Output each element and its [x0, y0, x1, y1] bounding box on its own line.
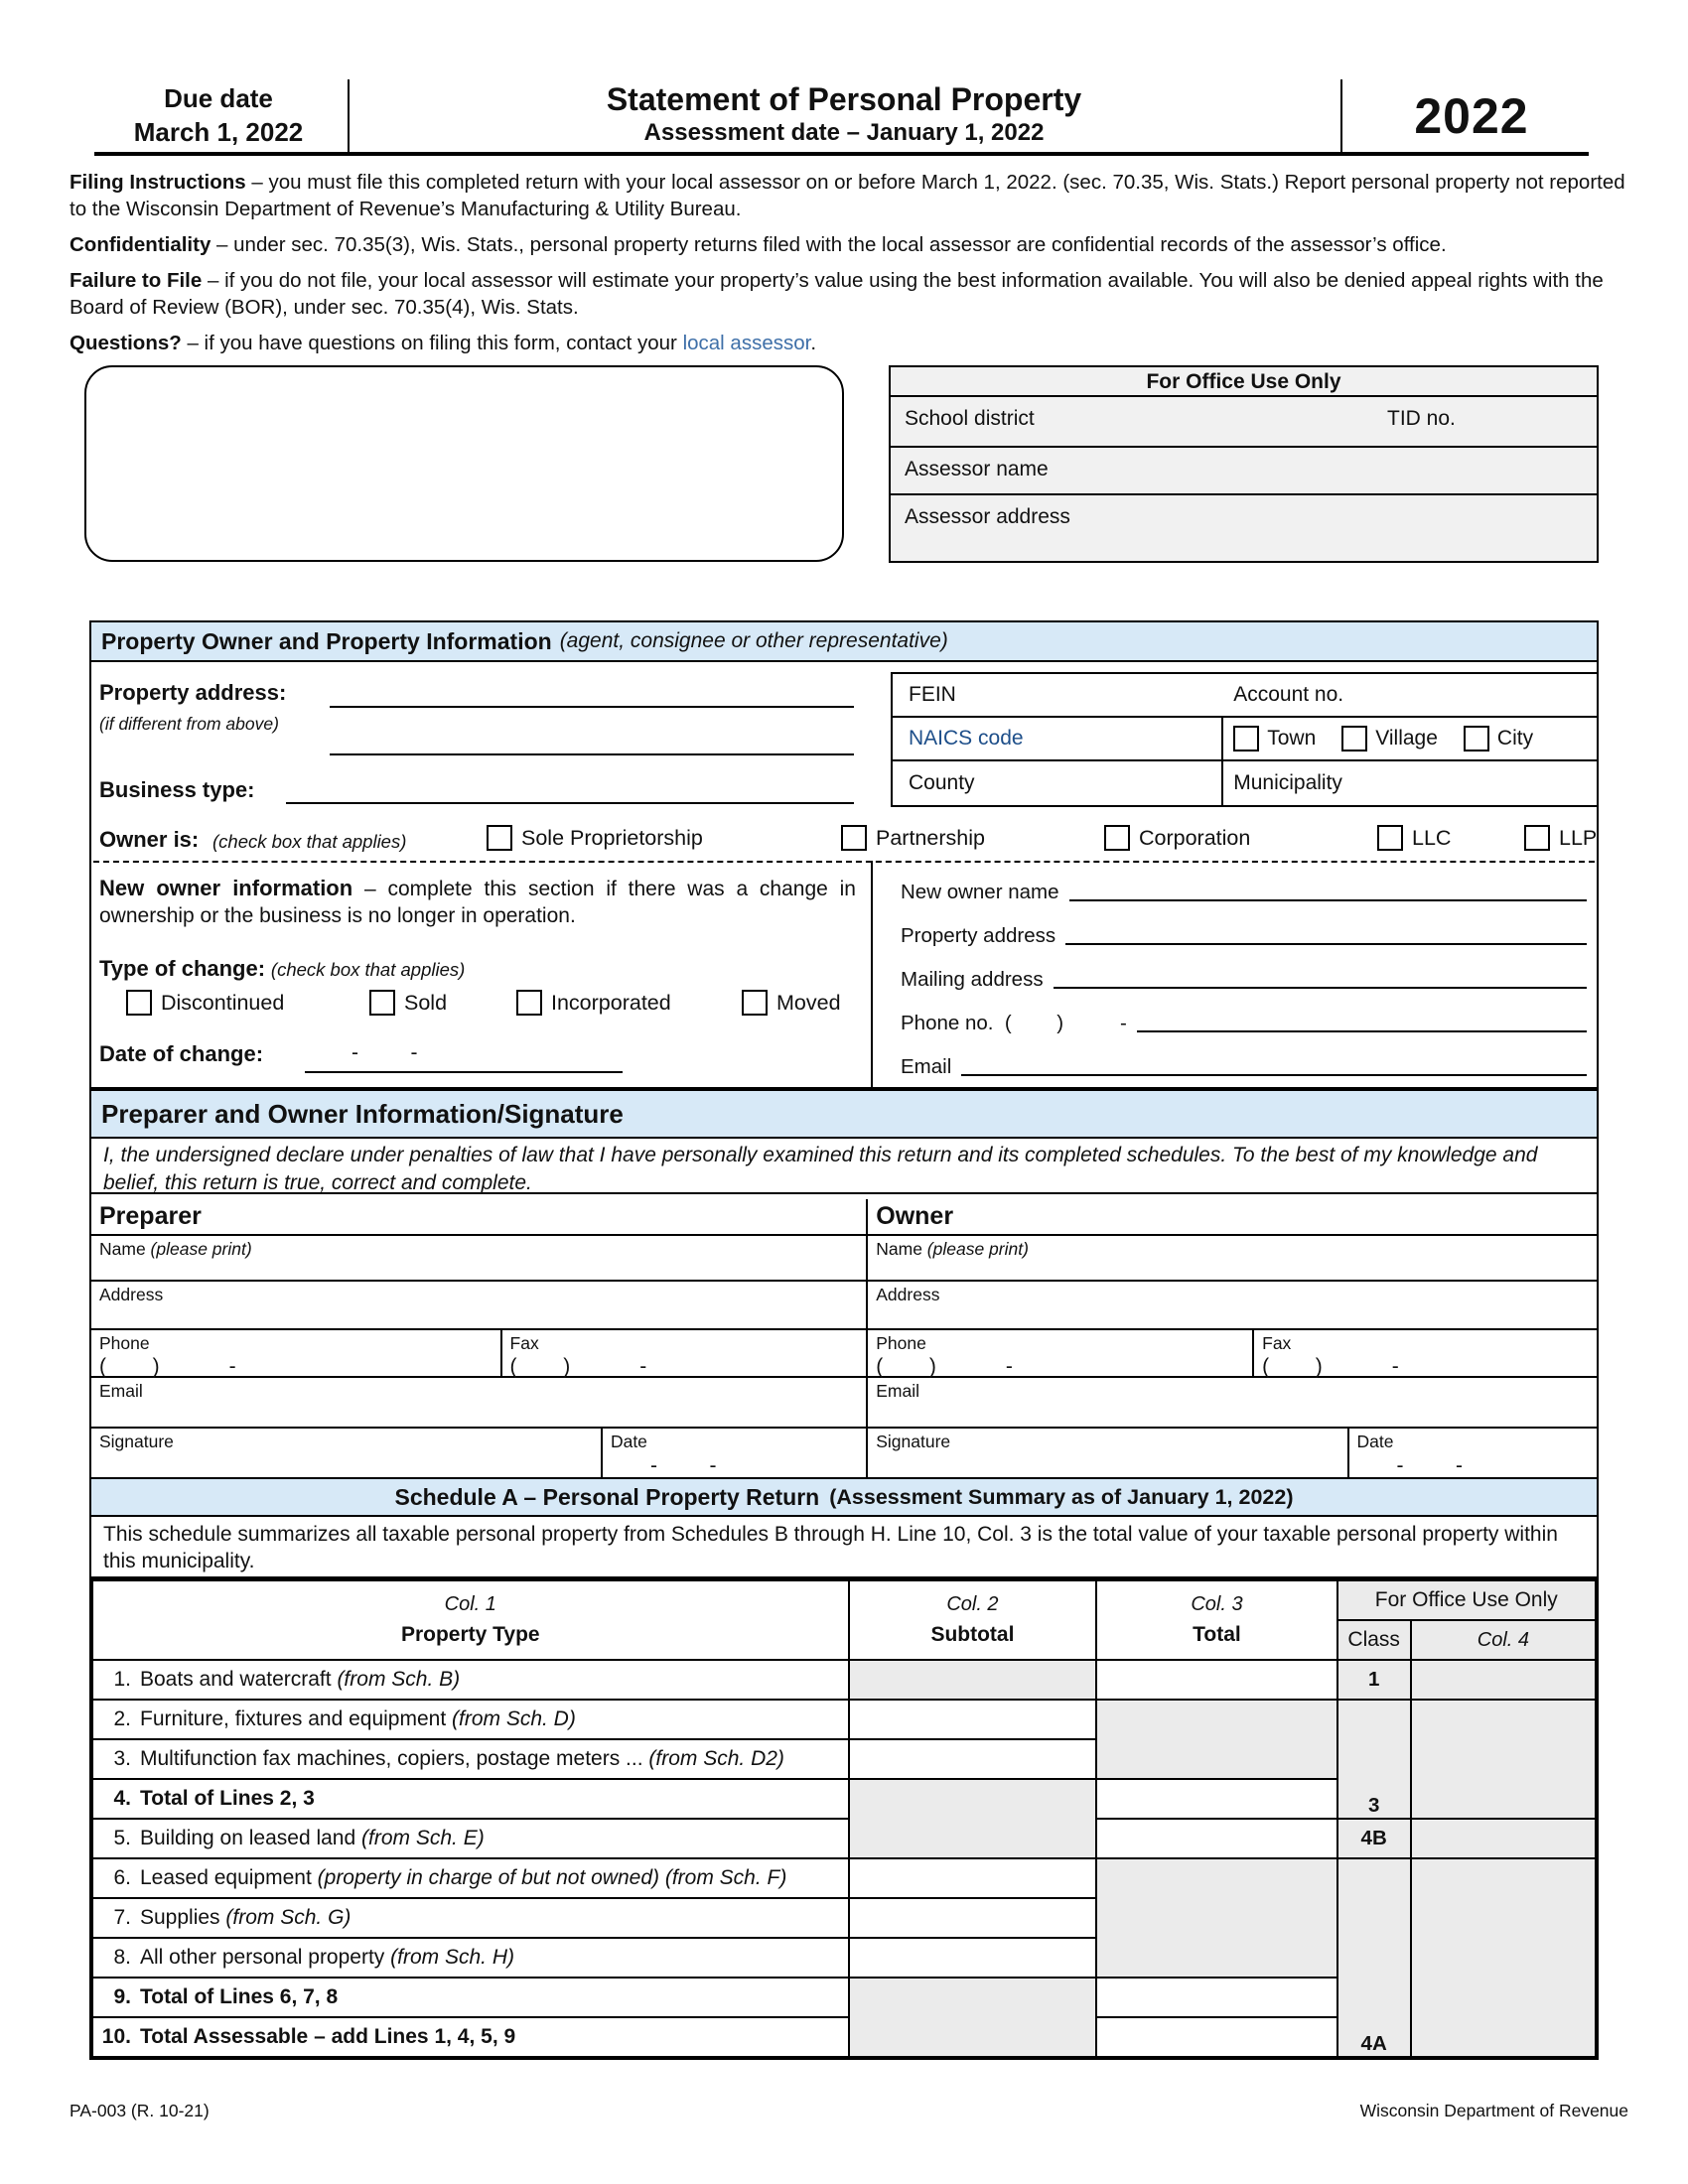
schedule-a-section	[89, 1479, 1599, 2060]
school-district-label: School district	[905, 407, 1035, 430]
date-of-change-line[interactable]	[305, 1071, 623, 1073]
property-address-label: Property address:	[99, 680, 287, 705]
row3-subtotal-input[interactable]	[849, 1739, 1097, 1779]
county-row	[893, 761, 1597, 805]
city-checkbox[interactable]	[1464, 726, 1489, 751]
form-number: PA-003 (R. 10-21)	[70, 2101, 210, 2120]
assessor-name-row[interactable]	[891, 448, 1597, 495]
row5-col4[interactable]	[1411, 1819, 1596, 1858]
row10-label: 10. Total Assessable – add Lines 1, 4, 5, 9	[92, 2017, 849, 2057]
owner-is-note: (check box that applies)	[212, 831, 407, 852]
owner-address-field[interactable]: Address	[876, 1285, 940, 1304]
discontinued-checkbox[interactable]	[126, 990, 152, 1016]
property-owner-section-note: (agent, consignee or other representative)	[559, 629, 948, 652]
school-district-row[interactable]	[891, 397, 1597, 448]
new-owner-mailing-address-field	[901, 960, 1591, 992]
rows6-8-total-blocked	[1096, 1858, 1336, 1978]
filing-instructions: Filing Instructions – you must file this completed return with your local assessor on or before March 1, 2022. (sec. 70.35, Wis. Stats.) Report personal property not reported to the Wisconsin Department of Revenue’s Manufacturing & Utility Bureau.	[70, 171, 1625, 220]
new-owner-name-label: New owner name	[901, 881, 1059, 903]
owner-phone-field[interactable]: Phone ( ) -	[868, 1330, 1254, 1376]
row2-subtotal-input[interactable]	[849, 1700, 1097, 1739]
partnership-checkbox[interactable]	[841, 825, 867, 851]
new-owner-divider	[871, 861, 873, 1087]
incorporated-checkbox[interactable]	[516, 990, 542, 1016]
preparer-section-title: Preparer and Owner Information/Signature	[101, 1098, 624, 1129]
schedule-row-2	[92, 1700, 1596, 1739]
fein-box	[891, 672, 1599, 807]
office-use-title: For Office Use Only	[891, 367, 1597, 397]
row1-label: 1. Boats and watercraft (from Sch. B)	[92, 1660, 849, 1700]
llp-checkbox[interactable]	[1524, 825, 1550, 851]
preparer-owner-section	[89, 1091, 1599, 1479]
filing-instructions-block	[70, 169, 1633, 365]
discontinued-option: Discontinued	[126, 990, 284, 1016]
due-date-block	[79, 81, 357, 149]
schedule-row-1	[92, 1660, 1596, 1700]
property-address-line-2[interactable]	[330, 753, 854, 755]
llc-checkbox[interactable]	[1377, 825, 1403, 851]
corporation-option: Corporation	[1104, 825, 1250, 851]
date-of-change-label: Date of change:	[99, 1041, 264, 1066]
row9-total-input[interactable]	[1096, 1978, 1336, 2017]
schedule-row-6	[92, 1858, 1596, 1898]
preparer-section-header	[91, 1091, 1597, 1139]
village-checkbox[interactable]	[1341, 726, 1367, 751]
col2-header: Col. 2 Subtotal	[849, 1580, 1097, 1660]
new-owner-phone-field	[901, 1004, 1591, 1035]
owner-email-field[interactable]: Email	[876, 1381, 920, 1401]
city-option	[1464, 726, 1533, 751]
row4-total-input[interactable]	[1096, 1779, 1336, 1819]
row1-total-input[interactable]	[1096, 1660, 1336, 1700]
incorporated-option: Incorporated	[516, 990, 671, 1016]
property-owner-section	[89, 620, 1599, 1091]
preparer-address-field[interactable]: Address	[91, 1282, 868, 1328]
preparer-name-field[interactable]: Name (please print)	[91, 1236, 868, 1280]
assessor-name-label: Assessor name	[905, 458, 1049, 480]
property-address-note: (if different from above)	[99, 714, 279, 734]
row6-label: 6. Leased equipment (property in charge of but not owned) (from Sch. F)	[92, 1858, 849, 1898]
owner-signature-field[interactable]: Signature	[868, 1429, 1348, 1477]
form-title: Statement of Personal Property	[606, 81, 1082, 117]
row9-label: 9. Total of Lines 6, 7, 8	[92, 1978, 849, 2017]
col4-header: Col. 4	[1411, 1620, 1596, 1660]
sold-option: Sold	[369, 990, 447, 1016]
town-checkbox[interactable]	[1233, 726, 1259, 751]
new-owner-mailing-address-label: Mailing address	[901, 968, 1044, 991]
rows2-3-total-blocked	[1096, 1700, 1336, 1779]
row8-label: 8. All other personal property (from Sch. H)	[92, 1938, 849, 1978]
row6-subtotal-input[interactable]	[849, 1858, 1097, 1898]
row1-subtotal-blocked	[849, 1660, 1097, 1700]
new-owner-phone-label: Phone no. ( ) -	[901, 1012, 1127, 1034]
naics-code-link[interactable]: NAICS code	[909, 727, 1024, 750]
declaration-text: I, the undersigned declare under penalties of law that I have personally examined this return and its completed schedules. To the best of my knowledge and belief, this return is true, correct and complete.	[91, 1139, 1597, 1194]
rows6-10-col4[interactable]	[1411, 1858, 1596, 2057]
row8-subtotal-input[interactable]	[849, 1938, 1097, 1978]
owner-mailing-address-box[interactable]	[84, 365, 844, 562]
row7-subtotal-input[interactable]	[849, 1898, 1097, 1938]
corporation-checkbox[interactable]	[1104, 825, 1130, 851]
preparer-date-field[interactable]: Date - -	[610, 1432, 717, 1477]
row5-class: 4B	[1337, 1819, 1411, 1858]
schedule-a-description: This schedule summarizes all taxable personal property from Schedules B through H. Line 10, Col. 3 is the total value of your taxable personal property within this municipality.	[91, 1517, 1597, 1579]
row5-label: 5. Building on leased land (from Sch. E)	[92, 1819, 849, 1858]
new-owner-name-line[interactable]	[1069, 899, 1587, 901]
owner-name-field[interactable]: Name (please print)	[876, 1239, 1029, 1259]
new-owner-property-address-label: Property address	[901, 924, 1056, 947]
municipality-label[interactable]: Municipality	[1233, 771, 1342, 794]
agency-name: Wisconsin Department of Revenue	[1359, 2101, 1628, 2120]
owner-is-label: Owner is:	[99, 827, 200, 852]
sold-checkbox[interactable]	[369, 990, 395, 1016]
row1-class: 1	[1337, 1660, 1411, 1700]
preparer-signature-field[interactable]: Signature	[91, 1429, 603, 1477]
rows6-10-class: 4A	[1337, 1858, 1411, 2057]
row1-col4[interactable]	[1411, 1660, 1596, 1700]
new-owner-separator	[93, 861, 1595, 863]
preparer-phone-field[interactable]: Phone ( ) -	[91, 1330, 502, 1376]
city-label: City	[1496, 727, 1534, 750]
form-title-block	[350, 81, 1338, 149]
preparer-email-field[interactable]: Email	[91, 1378, 868, 1427]
naics-row	[893, 718, 1597, 761]
owner-date-field[interactable]: Date - -	[1356, 1432, 1463, 1477]
owner-heading: Owner	[876, 1202, 954, 1230]
business-type-label: Business type:	[99, 777, 255, 802]
property-owner-section-header	[91, 622, 1597, 662]
village-label: Village	[1375, 727, 1438, 750]
rows2-4-class: 3	[1337, 1700, 1411, 1819]
llp-option: LLP	[1524, 825, 1597, 851]
row5-total-input[interactable]	[1096, 1819, 1336, 1858]
rows9-10-subtotal-blocked	[849, 1978, 1097, 2057]
property-address-line-1[interactable]	[330, 706, 854, 708]
new-owner-property-address-line[interactable]	[1065, 943, 1587, 945]
schedule-a-table	[91, 1579, 1597, 2058]
class-header: Class	[1337, 1620, 1411, 1660]
new-owner-property-address-field	[901, 916, 1591, 948]
partnership-option: Partnership	[841, 825, 985, 851]
failure-to-file-note: Failure to File – if you do not file, your local assessor will estimate your property’s value using the best information available. You will also be denied appeal rights with the Board of Review (BOR), under sec. 70.35(4), Wis. Stats.	[70, 269, 1604, 319]
llc-option: LLC	[1377, 825, 1451, 851]
schedule-row-5	[92, 1819, 1596, 1858]
new-owner-email-field	[901, 1047, 1591, 1079]
new-owner-name-field	[901, 873, 1591, 904]
business-type-line[interactable]	[286, 802, 854, 804]
owner-fax-field[interactable]: Fax ( ) -	[1262, 1333, 1399, 1378]
questions-note: Questions? – if you have questions on filing this form, contact your local assessor.	[70, 332, 817, 354]
confidentiality-note: Confidentiality – under sec. 70.35(3), Wis. Stats., personal property returns filed with the local assessor are confidential records of the assessor’s office.	[70, 233, 1447, 256]
new-owner-mailing-address-line[interactable]	[1054, 987, 1587, 989]
schedule-a-header	[91, 1479, 1597, 1517]
assessor-address-label: Assessor address	[905, 505, 1070, 528]
fein-row[interactable]	[893, 674, 1597, 718]
new-owner-email-label: Email	[901, 1055, 952, 1078]
rows2-4-col4[interactable]	[1411, 1700, 1596, 1819]
type-of-change-label: Type of change: (check box that applies)	[99, 956, 466, 981]
preparer-heading: Preparer	[91, 1199, 868, 1234]
tid-no-label: TID no.	[1387, 407, 1456, 430]
row10-total-input[interactable]	[1096, 2017, 1336, 2057]
account-no-label: Account no.	[1233, 683, 1344, 706]
office-use-box	[889, 365, 1599, 563]
property-owner-section-title: Property Owner and Property Information	[101, 627, 552, 654]
sole-proprietorship-option: Sole Proprietorship	[487, 825, 703, 851]
col1-header: Col. 1 Property Type	[92, 1580, 849, 1660]
schedule-a-title: Schedule A – Personal Property Return	[394, 1483, 820, 1510]
new-owner-phone-line[interactable]	[1137, 1030, 1587, 1032]
preparer-fax-field[interactable]: Fax ( ) -	[509, 1333, 647, 1378]
sole-proprietorship-checkbox[interactable]	[487, 825, 512, 851]
header-rule	[94, 152, 1589, 156]
row4-label: 4. Total of Lines 2, 3	[92, 1779, 849, 1819]
fein-label: FEIN	[909, 683, 956, 706]
schedule-a-note: (Assessment Summary as of January 1, 2022)	[829, 1484, 1294, 1509]
row2-label: 2. Furniture, fixtures and equipment (from Sch. D)	[92, 1700, 849, 1739]
date-of-change-dashes: - -	[352, 1041, 418, 1064]
row7-label: 7. Supplies (from Sch. G)	[92, 1898, 849, 1938]
new-owner-email-line[interactable]	[961, 1074, 1587, 1076]
town-option	[1233, 726, 1316, 751]
assessment-date: Assessment date – January 1, 2022	[643, 119, 1045, 146]
col3-header: Col. 3 Total	[1096, 1580, 1336, 1660]
moved-checkbox[interactable]	[742, 990, 768, 1016]
rows4-5-subtotal-blocked	[849, 1779, 1097, 1858]
town-label: Town	[1267, 727, 1317, 750]
due-date-label: Due date	[164, 83, 273, 113]
assessor-address-row[interactable]	[891, 495, 1597, 561]
due-date-value: March 1, 2022	[133, 117, 304, 147]
form-year: 2022	[1414, 88, 1529, 144]
county-label[interactable]: County	[909, 771, 975, 794]
moved-option: Moved	[742, 990, 841, 1016]
village-option	[1341, 726, 1438, 751]
local-assessor-link[interactable]: local assessor	[682, 332, 811, 354]
row3-label: 3. Multifunction fax machines, copiers, postage meters ... (from Sch. D2)	[92, 1739, 849, 1779]
office-use-header: For Office Use Only	[1337, 1580, 1596, 1620]
new-owner-info-text: New owner information – complete this section if there was a change in ownership or the business is no longer in operation.	[99, 876, 856, 927]
